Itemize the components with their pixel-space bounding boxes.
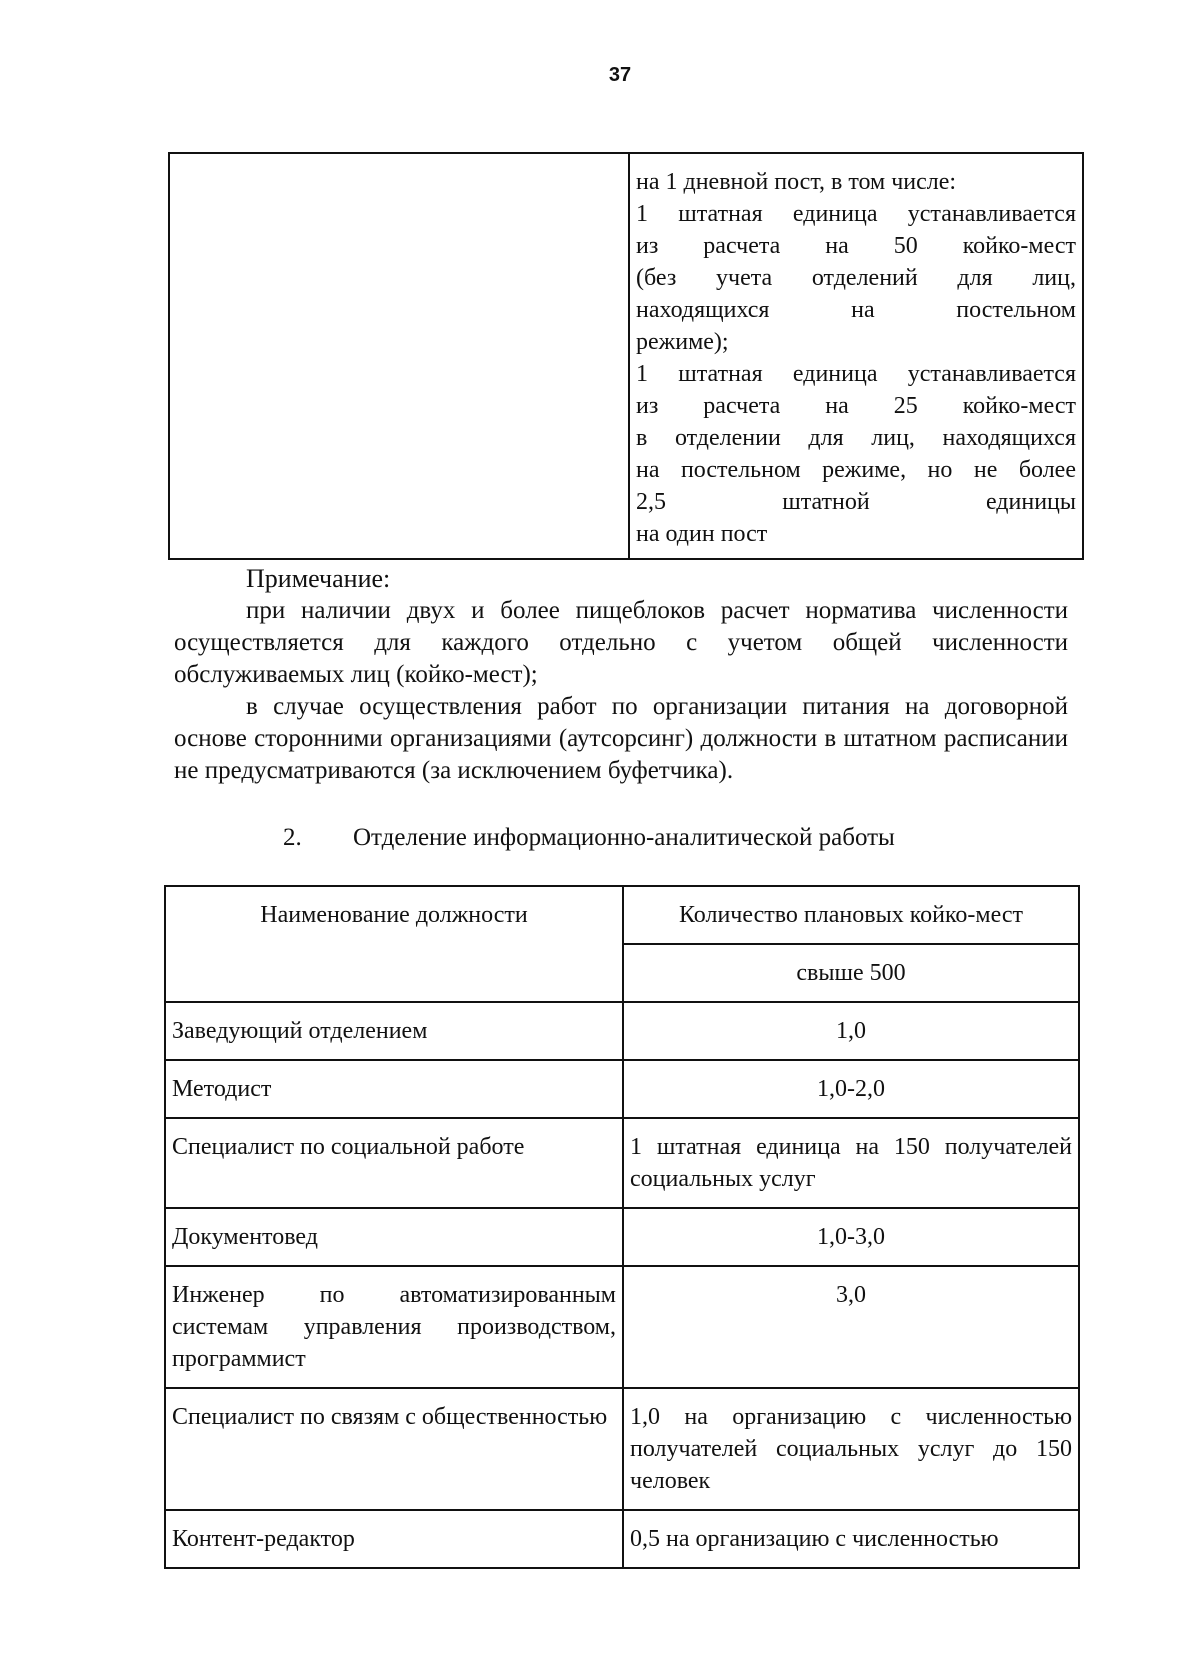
text-line: (без учета отделений для лиц,: [636, 265, 1076, 291]
section-number: 2.: [283, 824, 302, 851]
position-cell: Инженер по автоматизированным системам управления производством, программист: [165, 1266, 623, 1388]
text-line: из расчета на 50 койко-мест: [636, 233, 1076, 259]
text-line: 1 штатная единица устанавливается: [636, 201, 1076, 227]
staffing-norm-cell: [629, 153, 1083, 559]
table-row: [165, 1510, 1079, 1568]
subheader-quantity: свыше 500: [623, 944, 1079, 1002]
table-header-row: [165, 886, 1079, 944]
text-line: в отделении для лиц, находящихся: [636, 425, 1076, 451]
value-cell: 1,0-3,0: [623, 1208, 1079, 1266]
position-cell: Методист: [165, 1060, 623, 1118]
position-cell: Заведующий отделением: [165, 1002, 623, 1060]
table-row: [165, 1208, 1079, 1266]
position-cell: Специалист по связям с общественностью: [165, 1388, 623, 1510]
section-heading: [283, 822, 895, 854]
note-body: [174, 595, 1068, 787]
table-row: [165, 1118, 1079, 1208]
text-line: находящихся на постельном: [636, 297, 1076, 323]
note-title: Примечание:: [246, 564, 391, 593]
value-cell: 1,0 на организацию с численностью получателей социальных услуг до 150 человек: [623, 1388, 1079, 1510]
section-title: Отделение информационно-аналитической работы: [353, 824, 895, 851]
text-line: на 1 дневной пост, в том числе:: [636, 169, 957, 195]
table-row: [165, 1388, 1079, 1510]
table-row: [165, 1266, 1079, 1388]
empty-cell: [169, 153, 629, 559]
position-cell: Контент-редактор: [165, 1510, 623, 1568]
table-row: [165, 1002, 1079, 1060]
note-paragraph: при наличии двух и более пищеблоков расчет норматива численности осуществляется для каждого отдельно с учетом общей численности обслуживаемых лиц (койко-мест);: [174, 597, 1068, 688]
text-line: на один пост: [636, 521, 768, 547]
page-number: 37: [608, 64, 632, 86]
text-line: режиме);: [636, 329, 729, 355]
text-line: 1 штатная единица устанавливается: [636, 361, 1076, 387]
value-cell: 1,0: [623, 1002, 1079, 1060]
staffing-table-continued: [168, 152, 1084, 560]
header-position: Наименование должности: [165, 886, 623, 1002]
value-cell: 1 штатная единица на 150 получателей социальных услуг: [623, 1118, 1079, 1208]
position-cell: Специалист по социальной работе: [165, 1118, 623, 1208]
position-cell: Документовед: [165, 1208, 623, 1266]
table-row: [165, 1060, 1079, 1118]
table-row: [169, 153, 1083, 559]
value-cell: 0,5 на организацию с численностью: [623, 1510, 1079, 1568]
value-cell: 3,0: [623, 1266, 1079, 1388]
text-line: 2,5 штатной единицы: [636, 489, 1076, 515]
staffing-table: [164, 885, 1080, 1569]
text-line: из расчета на 25 койко-мест: [636, 393, 1076, 419]
value-cell: 1,0-2,0: [623, 1060, 1079, 1118]
header-quantity: Количество плановых койко-мест: [623, 886, 1079, 944]
text-line: на постельном режиме, но не более: [636, 457, 1076, 483]
note-paragraph: в случае осуществления работ по организации питания на договорной основе сторонними организациями (аутсорсинг) должности в штатном расписании не предусматриваются (за исключением буфетчика).: [174, 693, 1068, 784]
